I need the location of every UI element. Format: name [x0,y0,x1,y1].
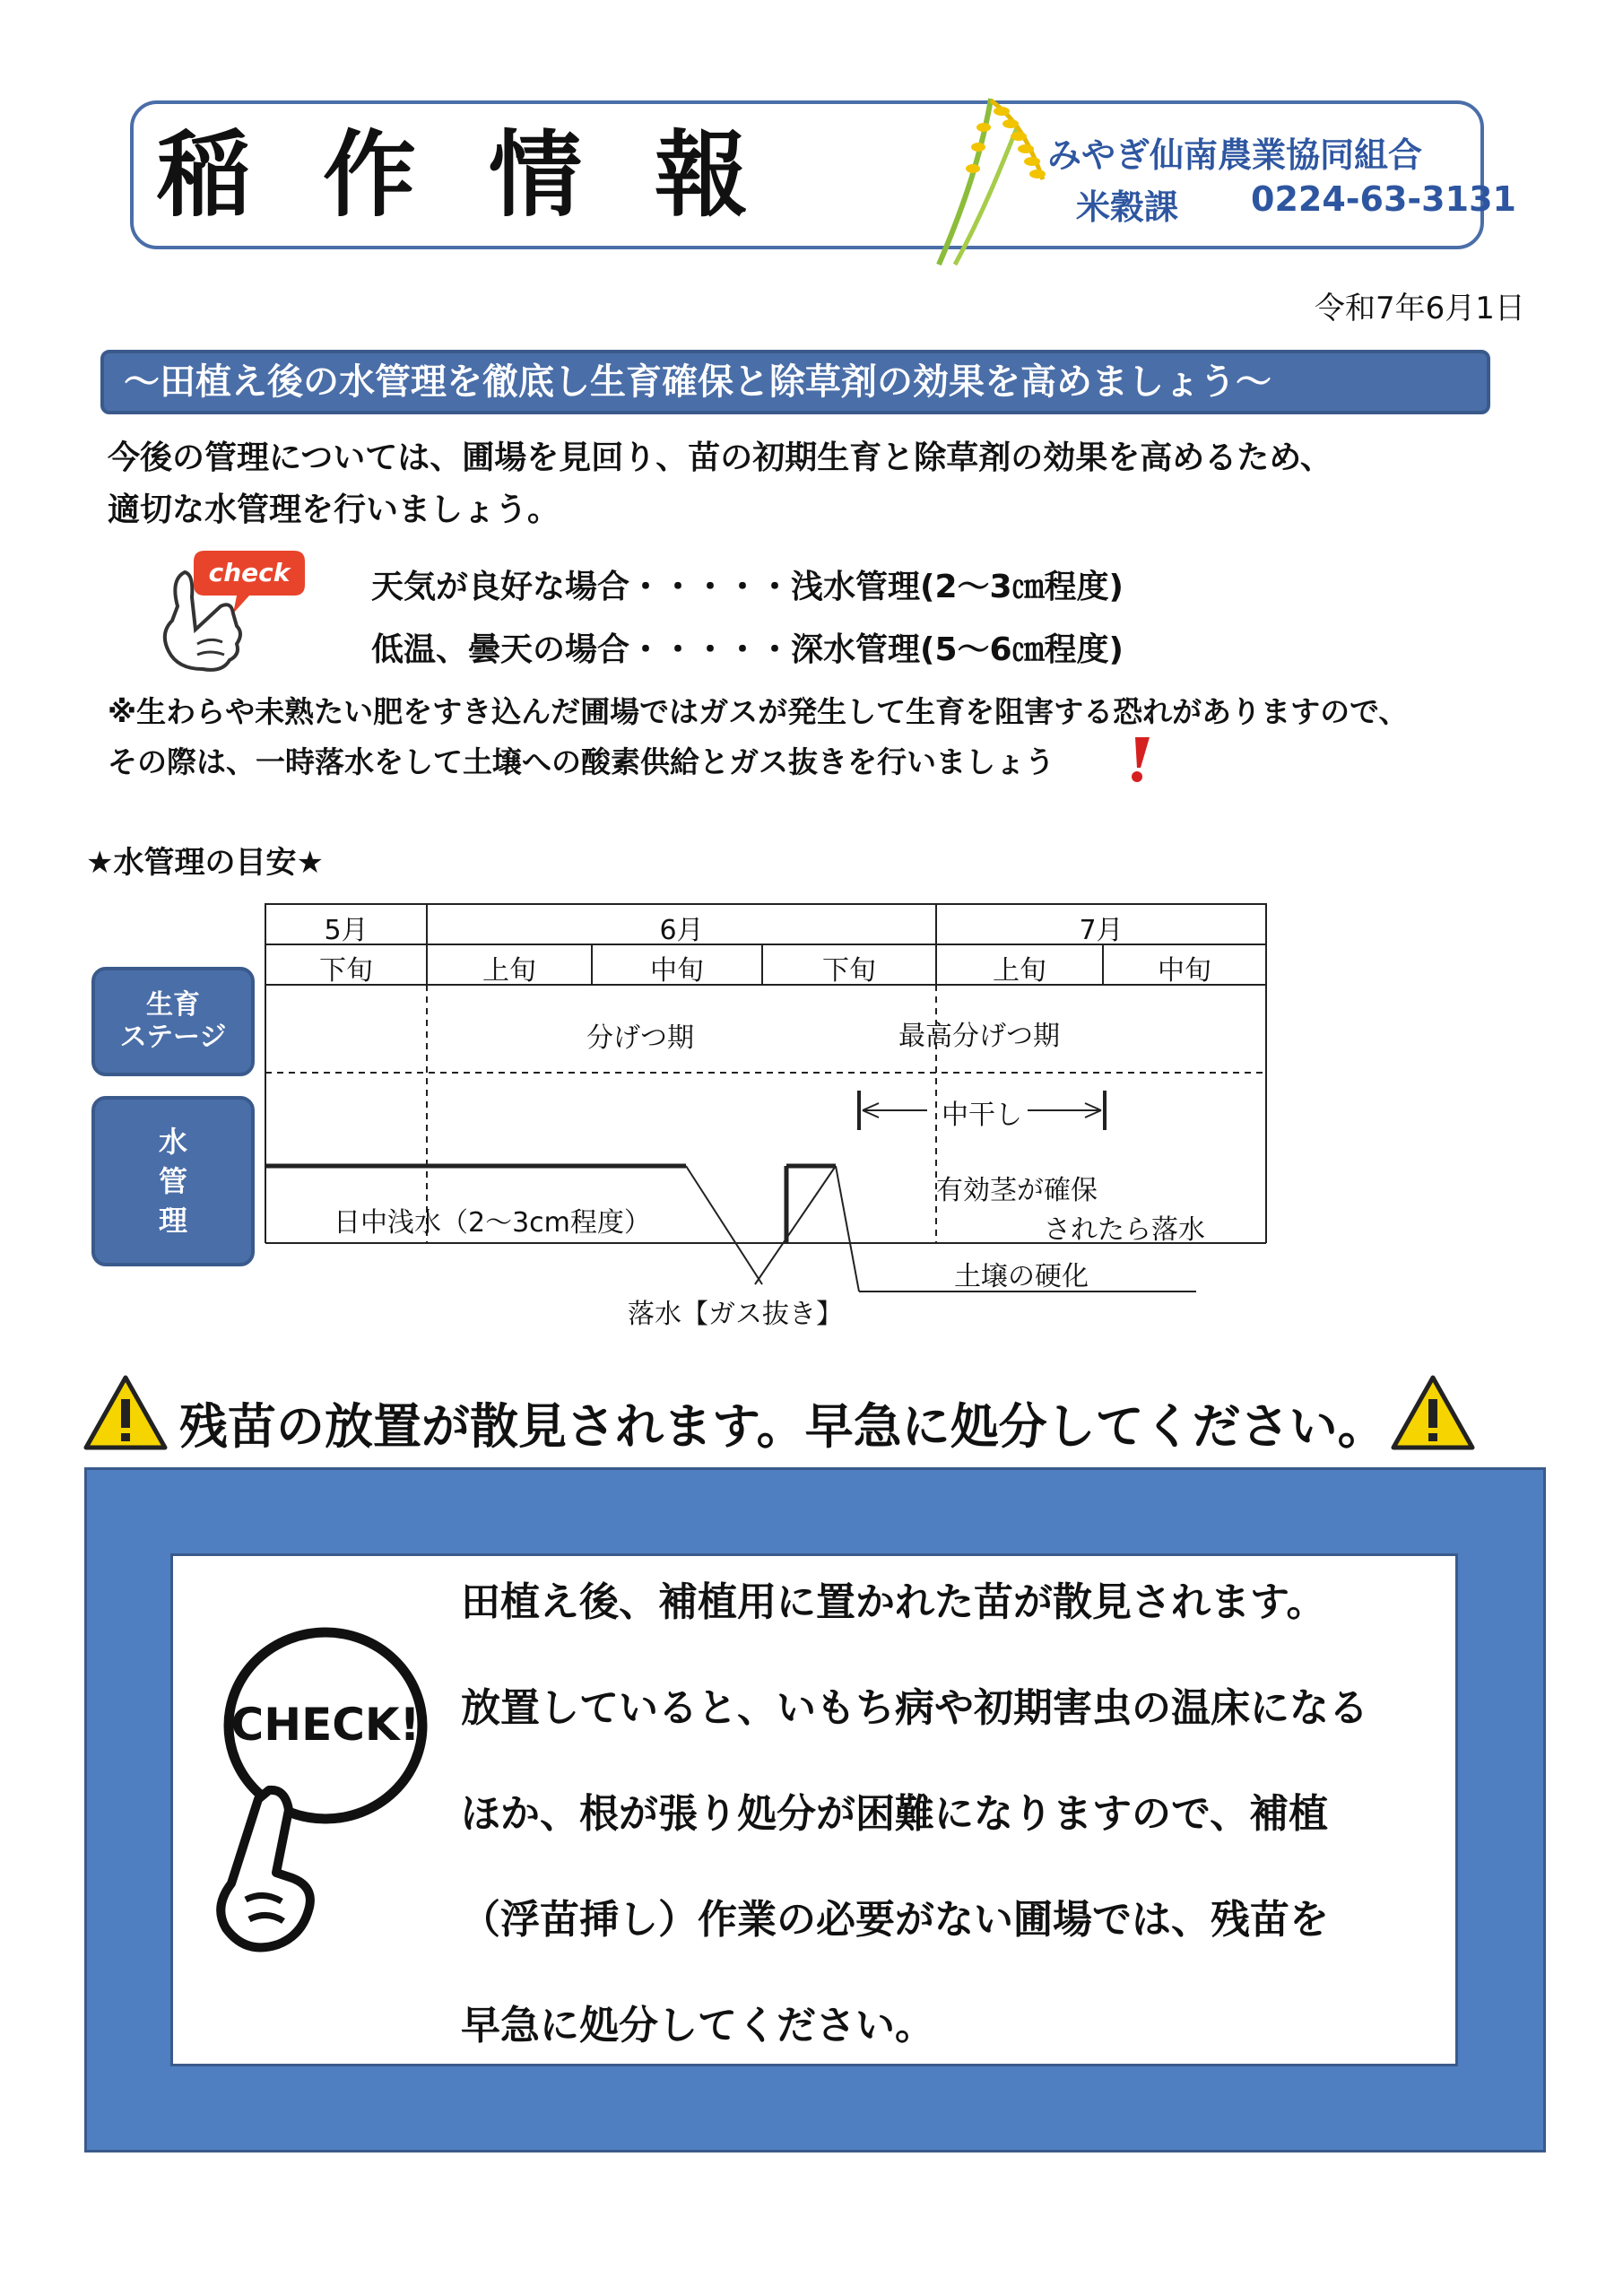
condition-good-weather: 天気が良好な場合・・・・・浅水管理(2～3㎝程度) [371,569,1124,605]
effective-tillers-line-1: 有効茎が確保 [936,1175,1098,1206]
month-july: 7月 [1079,915,1124,946]
dept-name: 米穀課 [1076,187,1179,227]
phone-number: 0224-63-3131 [1251,179,1516,219]
check-circle-text: CHECK! [230,1699,421,1751]
warning-line-3: ほか、根が張り処分が困難になりますので、補植 [461,1791,1329,1837]
warning-triangle-icon-right [1390,1374,1476,1451]
condition-low-temp: 低温、曇天の場合・・・・・深水管理(5～6㎝程度) [371,631,1124,668]
drainage-gas-label: 落水【ガス抜き】 [628,1299,843,1330]
rice-plant-icon [928,90,1063,269]
warning-line-2: 放置していると、いもち病や初期害虫の温床になる [461,1685,1368,1731]
period-june-early: 上旬 [482,955,536,987]
effective-tillers-line-2: されたら落水 [1044,1214,1205,1246]
exclamation-icon [1126,735,1153,784]
page-title [157,117,820,233]
intro-line-2: 適切な水管理を行いましょう。 [108,491,560,528]
warning-line-1: 田植え後、補植用に置かれた苗が散見されます。 [461,1579,1326,1625]
warning-title: 残苗の放置が散見されます。早急に処分してください。 [179,1398,1386,1455]
warning-line-4: （浮苗挿し）作業の必要がない圃場では、残苗を [461,1897,1329,1943]
title-char-3: 情 [489,120,583,230]
guide-title: ★水管理の目安★ [86,845,324,881]
warning-line-5: 早急に処分してください。 [461,2003,934,2048]
period-may-late: 下旬 [319,955,373,987]
gas-note-line-1: ※生わらや未熟たい肥をすき込んだ圃場ではガスが発生して生育を阻害する恐れがありますので、 [108,694,1409,729]
check-hand-icon [151,544,312,678]
period-july-mid: 中旬 [1158,955,1211,987]
month-june: 6月 [659,915,704,946]
period-june-late: 下旬 [822,955,876,987]
period-june-mid: 中旬 [650,955,704,987]
row-label-water-management [91,1096,255,1266]
midseason-drainage-label: 中干し [942,1100,1022,1131]
row-label-growth-stage-text: 生育 ステージ [119,989,227,1053]
title-char-2: 作 [323,120,417,230]
stage-tillering: 分げつ期 [586,1022,694,1054]
intro-line-1: 今後の管理については、圃場を見回り、苗の初期生育と除草剤の効果を高めるため、 [108,439,1332,476]
check-badge-text: check [208,558,291,587]
row-label-water-text: 水 管 理 [158,1125,187,1238]
banner-headline: ～田植え後の水管理を徹底し生育確保と除草剤の効果を高めましょう～ [100,350,1490,414]
row-label-growth-stage [91,967,255,1076]
issue-date: 令和7年6月1日 [1315,291,1525,326]
month-may: 5月 [324,915,369,946]
check-pointing-hand-icon [195,1622,438,1962]
gas-note-line-2: その際は、一時落水をして土壌への酸素供給とガス抜きを行いましょう [108,744,1055,779]
period-july-early: 上旬 [993,955,1046,987]
stage-max-tillering: 最高分げつ期 [898,1021,1060,1052]
org-name: みやぎ仙南農業協同組合 [1047,135,1423,175]
shallow-water-label: 日中浅水（2～3cm程度） [334,1207,651,1239]
title-char-1: 稲 [157,120,251,230]
soil-hardening-label: 土壌の硬化 [954,1261,1089,1292]
title-char-4: 報 [655,120,749,230]
warning-triangle-icon-left [82,1374,169,1451]
